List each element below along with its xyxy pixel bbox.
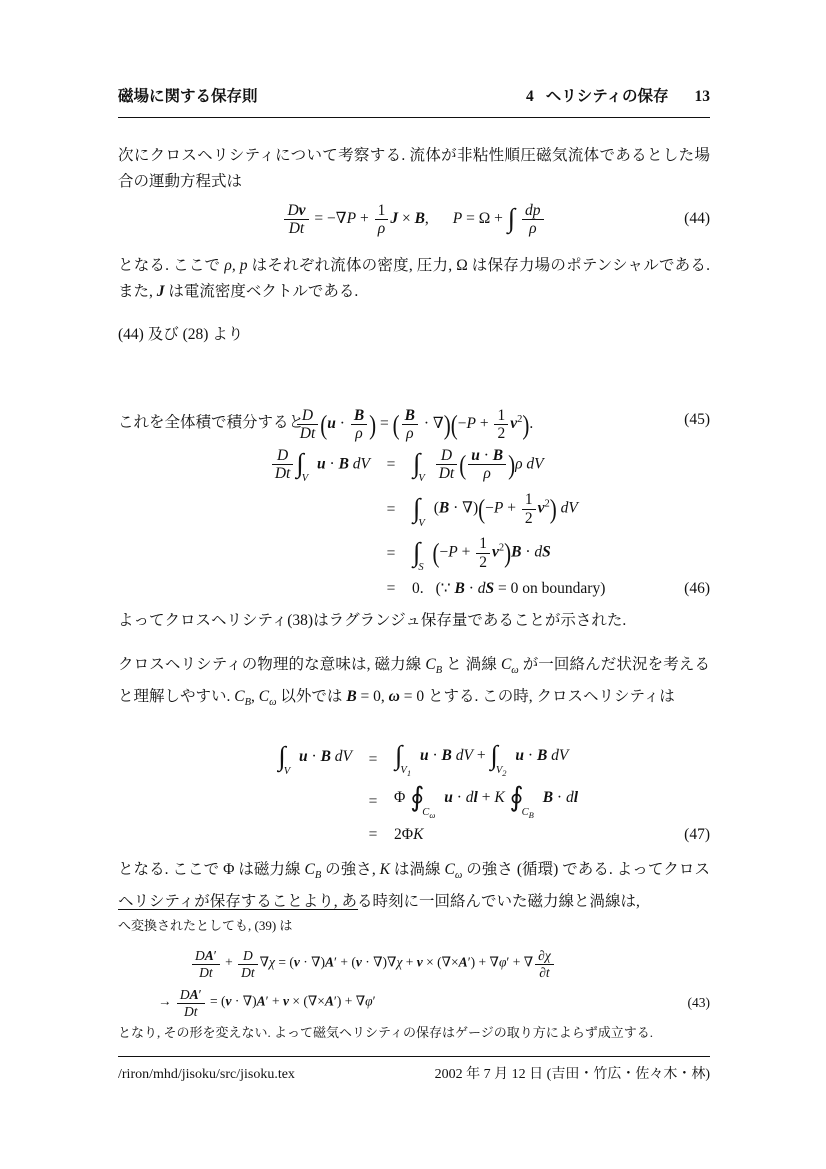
equation-44 [118, 196, 710, 242]
equation-47-row [118, 739, 710, 781]
section-title: ヘリシティの保存 [545, 88, 669, 105]
eq46-rel: = [386, 456, 396, 473]
eq46-rel: = [386, 580, 396, 597]
equation-45-number: (45) [684, 411, 710, 428]
paragraph-physical-meaning: クロスヘリシティの物理的な意味は, 磁力線 $C_B$ と 渦線 $C_\omega$ が一回絡んだ状況を考えると理解しやすい. $C_B$, $C_\omega$ 以外では B = 0, ω = 0 とする. この時, クロスヘリシティは [118, 656, 710, 709]
eq46-rhs: $\int_S$ (−P + $\frac{1}{2}$ $v^2)B$ · dS [413, 535, 551, 573]
eq47-rel: = [368, 826, 378, 843]
equation-44-body: $\frac{Dv}{Dt}$ = −∇P + $\frac{1}{\rho}$ J × B, P = Ω + ∫ $\frac{dp}{\rho}$ [282, 210, 545, 227]
equation-45-body: $\frac{D}{Dt}$ (u · $\frac{B}{\rho}$ ) = ( $\frac{B}{\rho}$ · ∇)(−P + $\frac{1}{2}$ $v^2$). [295, 415, 533, 432]
eq46-rhs: 0. (∵ B · dS = 0 on boundary) [412, 580, 606, 597]
header-right [526, 84, 710, 110]
equation-43-number: (43) [687, 994, 710, 1010]
equation-47-number: (47) [684, 826, 710, 843]
paragraph-variables: となる. ここで ρ, p はそれぞれ流体の密度, 圧力, Ω は保存力場のポテンシャルである. また, J は電流密度ベクトルである. [118, 257, 710, 300]
equation-46-row [118, 442, 710, 488]
footer-file-path: /riron/mhd/jisoku/src/jisoku.tex [118, 1067, 295, 1082]
footnote-rule [118, 909, 358, 910]
page-footer [118, 1062, 710, 1088]
eq46-rel: = [386, 500, 396, 518]
header-left-title: 磁場に関する保存則 [118, 88, 258, 105]
eq46-rhs: $\int_V$ (B · ∇)(−P + $\frac{1}{2}$ $v^2$) dV [413, 491, 578, 529]
equation-47-row [118, 823, 710, 847]
paragraph-integrate: これを全体積で積分すると [118, 414, 305, 431]
footnote-intro: へ変換されたとしても, (39) は [118, 918, 293, 933]
equation-43-line1 [118, 944, 710, 984]
eq47-rhs: 2ΦK [394, 826, 424, 843]
equation-46-row [118, 576, 710, 602]
eq47-lhs: $\int_V$ u · B dV [278, 740, 352, 778]
equation-47-row [118, 781, 710, 823]
eq46-rhs: $\int_V$ $\frac{D}{Dt}$ ( $\frac{u \cdot B}{\rho}$ )ρ dV [413, 446, 544, 485]
eq43-line1-body: $\frac{DA'}{Dt}$ + $\frac{D}{Dt}$ ∇χ = (v · ∇)A′ + (v · ∇)∇χ + v × (∇×A′) + ∇φ′ + ∇ $\frac{\partial\chi}{\partial t}$ [190, 948, 556, 979]
equation-46-number: (46) [684, 580, 710, 597]
section-number: 4 [525, 88, 534, 105]
footer-rule [118, 1056, 710, 1057]
page-number: 13 [694, 88, 710, 105]
equation-46-row [118, 531, 710, 576]
page-header [118, 84, 710, 118]
equation-47 [118, 739, 710, 847]
footnote-outro: となり, その形を変えない. よって磁気ヘリシティの保存はゲージの取り方によらず成立する. [118, 1025, 653, 1040]
eq47-rhs: $\int_{V_1}$ u · B dV + $\int_{V_2}$ u · B dV [395, 739, 569, 779]
paragraph-conclusion-46: よってクロスヘリシティ(38)はラグランジュ保存量であることが示された. [118, 612, 627, 629]
eq47-rel: = [368, 751, 378, 768]
eq46-rel: = [386, 544, 396, 562]
equation-46 [118, 442, 710, 602]
equation-46-row [118, 488, 710, 531]
equation-44-number: (44) [684, 210, 710, 227]
paragraph-phi-k: となる. ここで Φ は磁力線 $C_B$ の強さ, K は渦線 $C_\omega$ の強さ (循環) である. よってクロスヘリシティが保存することより, ある時刻に一回絡んでいた磁力線と渦線は, [118, 861, 710, 911]
eq47-rhs: Φ $∮_{C_\omega}$ u · dl + K $∮_{C_B}$ B · dl [394, 781, 579, 821]
paragraph-intro: 次にクロスヘリシティについて考察する. 流体が非粘性順圧磁気流体であるとした場合の運動方程式は [118, 147, 710, 190]
eq43-line2-body: → $\frac{DA'}{Dt}$ = (v · ∇)A′ + v × (∇×A′) + ∇φ′ [158, 987, 376, 1019]
eq47-rel: = [368, 793, 378, 810]
footer-date-authors: 2002 年 7 月 12 日 (吉田・竹広・佐々木・林) [434, 1067, 710, 1082]
paragraph-from-44-28: (44) 及び (28) より [118, 326, 244, 343]
equation-43-line2 [118, 984, 710, 1022]
equation-43 [118, 944, 710, 1022]
eq46-lhs: $\frac{D}{Dt}$ $\int_V$ u · B dV [118, 447, 370, 484]
